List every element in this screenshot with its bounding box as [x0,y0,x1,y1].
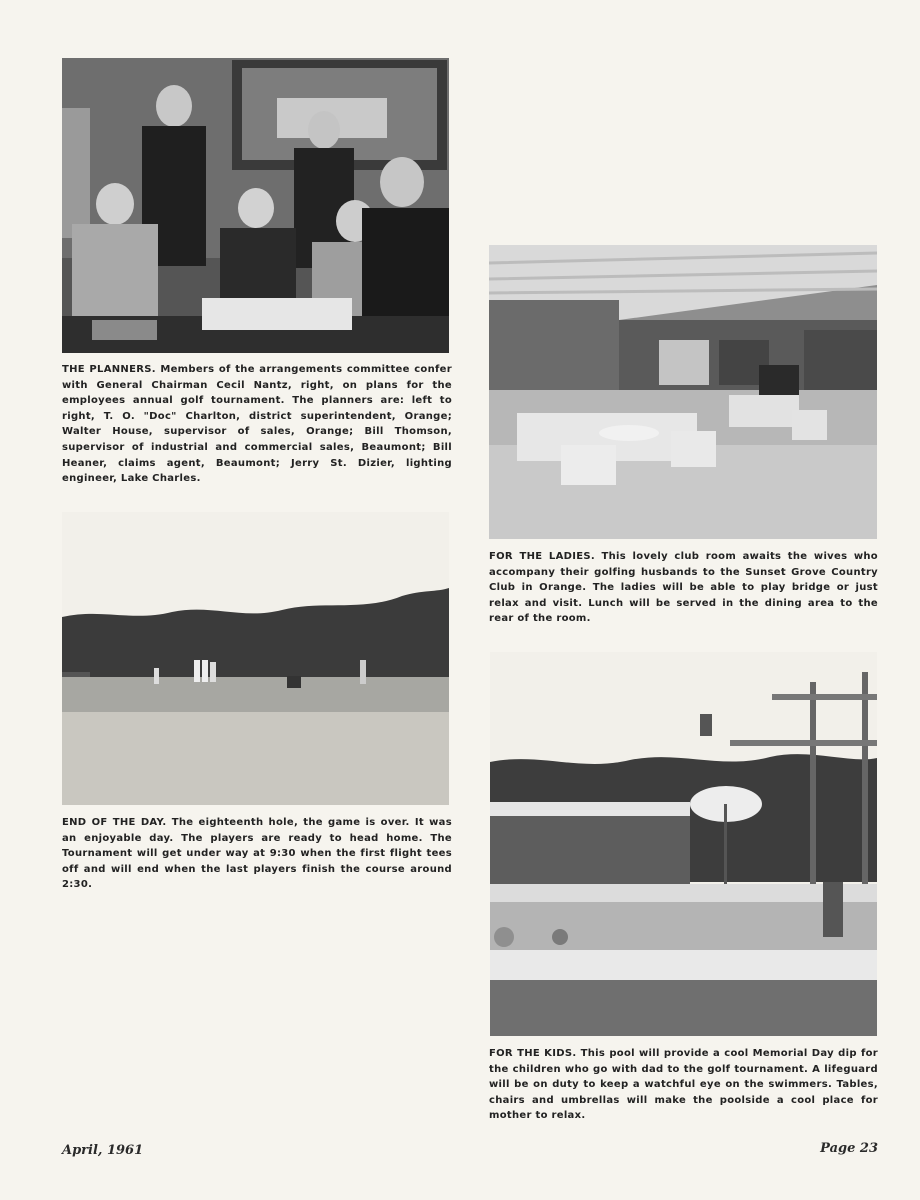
ladies-caption-lead: FOR THE LADIES. [489,551,595,562]
end-of-day-caption [62,815,452,893]
planners-photo [62,58,449,353]
footer-date: April, 1961 [62,1143,144,1158]
planners-caption-lead: THE PLANNERS. [62,364,156,375]
kids-photo-image [490,652,877,1036]
kids-photo [490,652,877,1036]
ladies-photo [489,245,877,539]
footer-page-number: Page 23 [820,1141,878,1156]
end-of-day-caption-lead: END OF THE DAY. [62,817,167,828]
ladies-photo-image [489,245,877,539]
end-of-day-caption-body: The eighteenth hole, the game is over. It was an enjoyable day. The players are ready to head home. The Tournament will get under way at 9:30 when the first flight tees off and will end when the last players finish the course around 2:30. [62,817,452,891]
kids-caption [489,1046,878,1124]
end-of-day-photo [62,512,449,805]
planners-caption [62,362,452,487]
end-of-day-photo-image [62,512,449,805]
planners-photo-image [62,58,449,353]
kids-caption-body: This pool will provide a cool Memorial Day dip for the children who go with dad to the golf tournament. A lifeguard will be on duty to keep a watchful eye on the swimmers. Tables, chairs and umbrellas will make the poolside a cool place for mother to relax. [489,1048,878,1122]
ladies-caption [489,549,878,627]
kids-caption-lead: FOR THE KIDS. [489,1048,577,1059]
ladies-caption-body: This lovely club room awaits the wives who accompany their golfing husbands to the Sunset Grove Country Club in Orange. The ladies will be able to play bridge or just relax and visit. Lunch will be served in the dining area to the rear of the room. [489,551,878,625]
planners-caption-body: Members of the arrangements committee confer with General Chairman Cecil Nantz, right, on plans for the employees annual golf tournament. The planners are: left to right, T. O. "Doc" Charlton, district superintendent, Orange; Walter House, supervisor of sales, Orange; Bill Thomson, supervisor of industrial and commercial sales, Beaumont; Bill Heaner, claims agent, Beaumont; Jerry St. Dizier, lighting engineer, Lake Charles. [62,364,452,485]
